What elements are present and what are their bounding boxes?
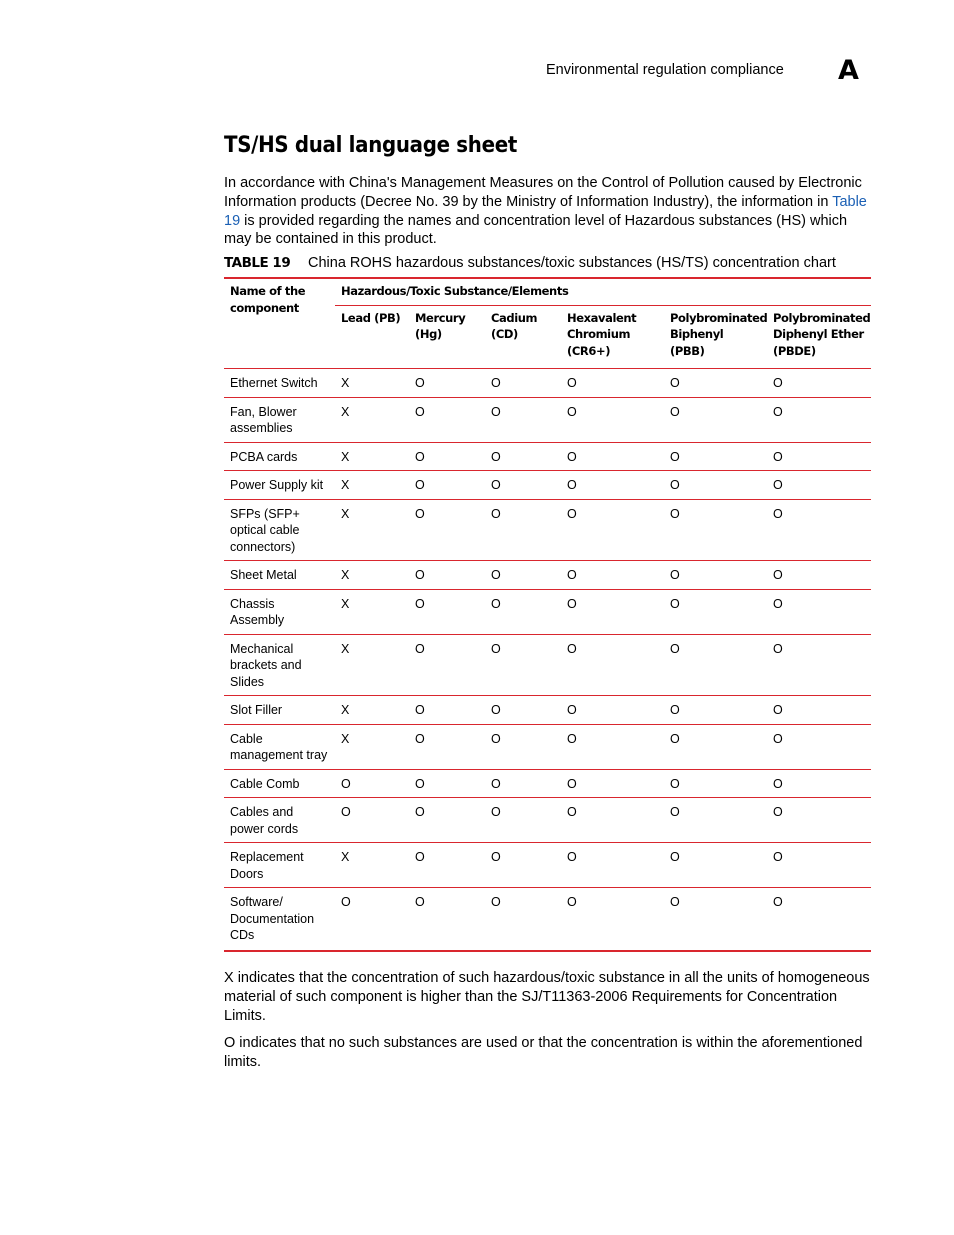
substance-value-cell: X xyxy=(335,634,409,696)
header-substance-group: Hazardous/Toxic Substance/Elements xyxy=(335,278,871,305)
component-name-cell: Cable Comb xyxy=(224,769,335,798)
substance-value-cell: O xyxy=(485,369,561,398)
substance-value-cell: O xyxy=(485,724,561,769)
component-name-cell: Cables and power cords xyxy=(224,798,335,843)
table-row xyxy=(224,499,871,561)
running-header: Environmental regulation compliance xyxy=(546,62,784,78)
substance-value-cell: O xyxy=(409,397,485,442)
substance-value-cell: O xyxy=(561,471,664,500)
substance-value-cell: O xyxy=(767,561,871,590)
substance-value-cell: O xyxy=(409,798,485,843)
substance-value-cell: X xyxy=(335,442,409,471)
substance-value-cell: O xyxy=(485,561,561,590)
section-title: TS/HS dual language sheet xyxy=(224,133,517,158)
table-row xyxy=(224,634,871,696)
header-cadium: Cadium (CD) xyxy=(491,310,538,341)
substance-value-cell: O xyxy=(485,696,561,725)
component-name-cell: Software/ Documentation CDs xyxy=(224,888,335,951)
substance-value-cell: O xyxy=(561,843,664,888)
substance-value-cell: O xyxy=(664,798,767,843)
substance-value-cell: O xyxy=(664,561,767,590)
component-name-cell: Cable management tray xyxy=(224,724,335,769)
substance-value-cell: X xyxy=(335,696,409,725)
substance-value-cell: O xyxy=(664,769,767,798)
substance-value-cell: X xyxy=(335,561,409,590)
substance-value-cell: O xyxy=(767,769,871,798)
substance-value-cell: O xyxy=(664,471,767,500)
header-component: Name of the component xyxy=(224,278,335,369)
intro-paragraph xyxy=(224,174,874,249)
substance-value-cell: O xyxy=(335,798,409,843)
substance-value-cell: O xyxy=(485,499,561,561)
note-x: X indicates that the concentration of such hazardous/toxic substance in all the units of homogeneous material of such component is higher than the SJ/T11363-2006 Requirements for Concentration Limits. xyxy=(224,970,870,1024)
table-row xyxy=(224,888,871,951)
component-name-cell: Ethernet Switch xyxy=(224,369,335,398)
substance-value-cell: O xyxy=(485,769,561,798)
table-caption xyxy=(224,255,836,271)
substance-value-cell: O xyxy=(485,843,561,888)
table-row xyxy=(224,696,871,725)
substance-value-cell: O xyxy=(485,442,561,471)
table-row xyxy=(224,724,871,769)
substance-value-cell: O xyxy=(561,442,664,471)
substance-value-cell: O xyxy=(767,471,871,500)
intro-text-before: In accordance with China's Management Measures on the Control of Pollution caused by Electronic Information products (Decree No. 39 by the Ministry of Information Industry), the information in xyxy=(224,175,862,210)
substance-value-cell: O xyxy=(561,798,664,843)
substance-value-cell: O xyxy=(767,634,871,696)
substance-value-cell: O xyxy=(561,561,664,590)
table-row xyxy=(224,397,871,442)
table-row xyxy=(224,561,871,590)
component-name-cell: Sheet Metal xyxy=(224,561,335,590)
substance-value-cell: O xyxy=(409,499,485,561)
appendix-letter: A xyxy=(838,55,859,86)
component-name-cell: Power Supply kit xyxy=(224,471,335,500)
substance-value-cell: O xyxy=(409,696,485,725)
substance-value-cell: O xyxy=(485,798,561,843)
component-name-cell: Chassis Assembly xyxy=(224,589,335,634)
substance-value-cell: X xyxy=(335,397,409,442)
substance-value-cell: O xyxy=(561,888,664,951)
note-o: O indicates that no such substances are used or that the concentration is within the aforementioned limits. xyxy=(224,1035,863,1070)
intro-text-after: is provided regarding the names and concentration level of Hazardous substances (HS) which may be contained in this product. xyxy=(224,212,848,248)
substance-value-cell: O xyxy=(664,724,767,769)
substance-value-cell: O xyxy=(664,888,767,951)
substance-value-cell: O xyxy=(767,798,871,843)
substance-value-cell: O xyxy=(561,589,664,634)
header-pbde: Polybrominated Diphenyl Ether (PBDE) xyxy=(773,310,871,358)
substance-value-cell: O xyxy=(767,499,871,561)
substance-value-cell: O xyxy=(664,634,767,696)
substance-value-cell: O xyxy=(409,561,485,590)
substance-value-cell: O xyxy=(485,589,561,634)
substance-value-cell: O xyxy=(409,471,485,500)
component-name-cell: Slot Filler xyxy=(224,696,335,725)
substance-value-cell: O xyxy=(767,696,871,725)
substance-value-cell: O xyxy=(561,397,664,442)
substance-value-cell: O xyxy=(409,888,485,951)
component-name-cell: Fan, Blower assemblies xyxy=(224,397,335,442)
substance-value-cell: X xyxy=(335,499,409,561)
substance-value-cell: O xyxy=(664,369,767,398)
substance-value-cell: O xyxy=(561,724,664,769)
rohs-table xyxy=(224,277,871,952)
substance-value-cell: O xyxy=(561,769,664,798)
table-row xyxy=(224,589,871,634)
substance-value-cell: O xyxy=(409,589,485,634)
substance-value-cell: O xyxy=(561,696,664,725)
substance-value-cell: X xyxy=(335,471,409,500)
substance-value-cell: O xyxy=(767,397,871,442)
substance-value-cell: O xyxy=(409,634,485,696)
table-19-link[interactable]: Table 19 xyxy=(224,193,867,229)
substance-value-cell: O xyxy=(767,369,871,398)
table-row xyxy=(224,798,871,843)
substance-value-cell: O xyxy=(409,843,485,888)
substance-value-cell: O xyxy=(767,843,871,888)
substance-value-cell: O xyxy=(664,499,767,561)
substance-value-cell: X xyxy=(335,843,409,888)
substance-value-cell: O xyxy=(409,442,485,471)
table-row xyxy=(224,369,871,398)
substance-value-cell: O xyxy=(664,696,767,725)
substance-value-cell: O xyxy=(664,442,767,471)
substance-value-cell: O xyxy=(335,769,409,798)
substance-value-cell: O xyxy=(485,888,561,951)
substance-value-cell: O xyxy=(561,499,664,561)
substance-value-cell: O xyxy=(767,442,871,471)
substance-value-cell: O xyxy=(335,888,409,951)
header-pbb: Polybrominated Biphenyl (PBB) xyxy=(670,310,768,358)
substance-value-cell: O xyxy=(664,397,767,442)
rohs-table-body xyxy=(224,369,871,951)
substance-value-cell: X xyxy=(335,589,409,634)
table-row xyxy=(224,471,871,500)
substance-value-cell: X xyxy=(335,724,409,769)
substance-value-cell: O xyxy=(767,589,871,634)
component-name-cell: Replacement Doors xyxy=(224,843,335,888)
table-row xyxy=(224,442,871,471)
substance-value-cell: O xyxy=(664,843,767,888)
component-name-cell: PCBA cards xyxy=(224,442,335,471)
substance-value-cell: O xyxy=(485,634,561,696)
substance-value-cell: O xyxy=(409,724,485,769)
substance-value-cell: O xyxy=(485,397,561,442)
header-mercury: Mercury (Hg) xyxy=(415,310,466,341)
substance-value-cell: O xyxy=(409,369,485,398)
substance-value-cell: O xyxy=(561,634,664,696)
table-row xyxy=(224,843,871,888)
header-hexavalent-chromium: Hexavalent Chromium (CR6+) xyxy=(567,310,637,358)
substance-value-cell: O xyxy=(767,724,871,769)
table-caption-text: China ROHS hazardous substances/toxic substances (HS/TS) concentration chart xyxy=(308,255,836,271)
component-name-cell: SFPs (SFP+ optical cable connectors) xyxy=(224,499,335,561)
substance-value-cell: O xyxy=(485,471,561,500)
substance-value-cell: O xyxy=(561,369,664,398)
substance-value-cell: O xyxy=(409,769,485,798)
substance-value-cell: X xyxy=(335,369,409,398)
substance-value-cell: O xyxy=(767,888,871,951)
table-label: TABLE 19 xyxy=(224,255,291,271)
component-name-cell: Mechanical brackets and Slides xyxy=(224,634,335,696)
substance-value-cell: O xyxy=(664,589,767,634)
table-row xyxy=(224,769,871,798)
header-lead: Lead (PB) xyxy=(341,310,401,325)
